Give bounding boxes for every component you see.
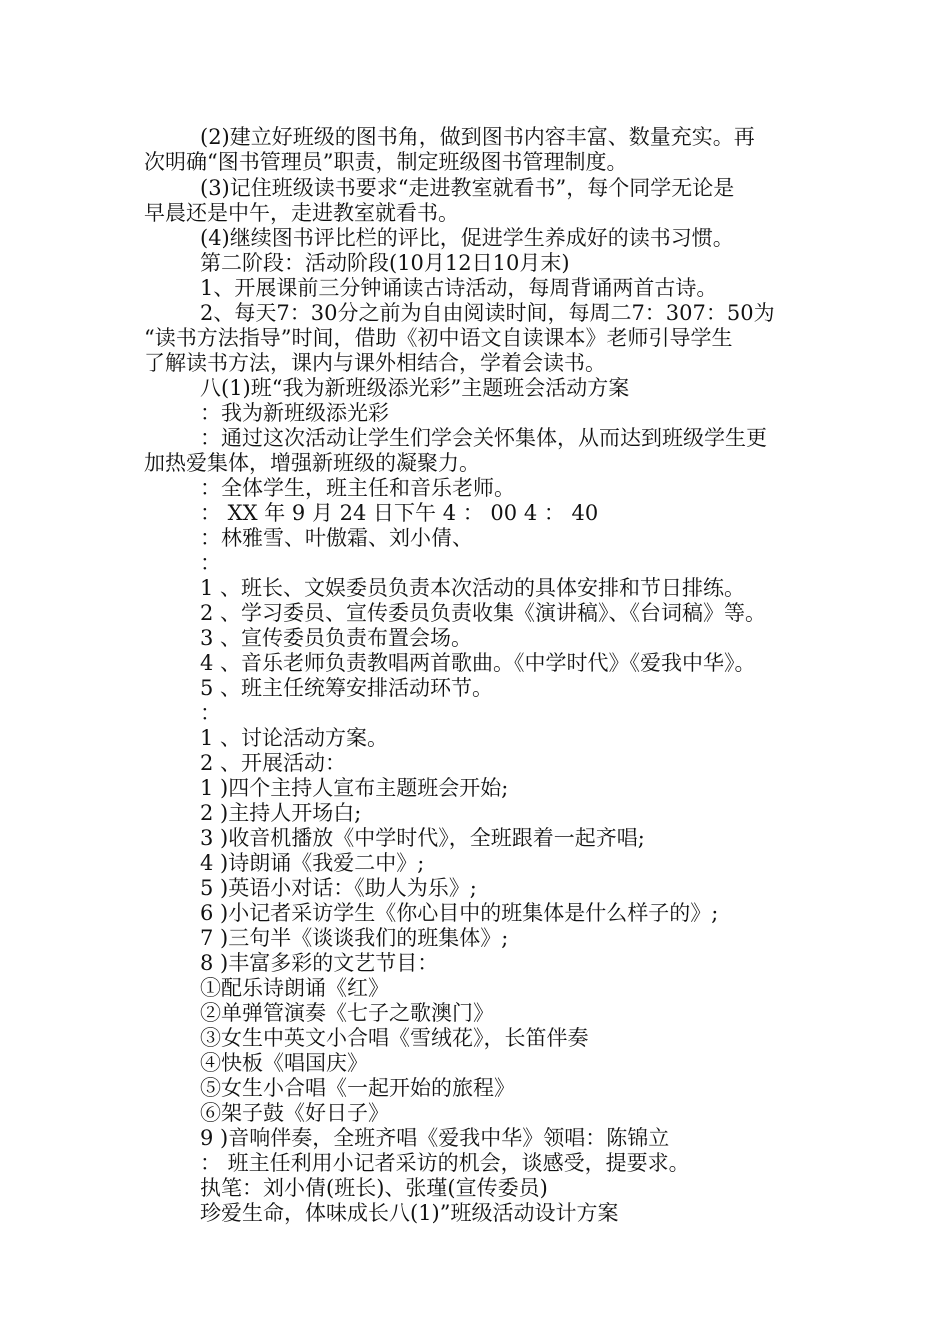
text-line: ④快板《唱国庆》 bbox=[200, 1051, 368, 1075]
text-line: 1、开展课前三分钟诵读古诗活动，每周背诵两首古诗。 bbox=[200, 276, 718, 300]
text-line: 第二阶段：活动阶段(10月12日10月末) bbox=[200, 251, 570, 275]
text-line: ： bbox=[200, 701, 221, 725]
text-line: ：通过这次活动让学生们学会关怀集体，从而达到班级学生更 bbox=[200, 426, 767, 450]
text-line: ①配乐诗朗诵《红》 bbox=[200, 976, 389, 1000]
text-line: 5 )英语小对话：《助人为乐》; bbox=[200, 876, 477, 900]
text-line: 1 、班长、文娱委员负责本次活动的具体安排和节日排练。 bbox=[200, 576, 746, 600]
text-line: ： XX 年 9 月 24 日下午 4 ： 00 4 ： 40 bbox=[200, 501, 599, 525]
text-line: 加热爱集体，增强新班级的凝聚力。 bbox=[144, 451, 480, 475]
text-line: (4)继续图书评比栏的评比，促进学生养成好的读书习惯。 bbox=[200, 226, 734, 250]
text-line: 2 、开展活动： bbox=[200, 751, 347, 775]
text-line: 2、每天7：30分之前为自由阅读时间，每周二7：307：50为 bbox=[200, 301, 775, 325]
text-line: 4 、音乐老师负责教唱两首歌曲。《中学时代》《爱我中华》。 bbox=[200, 651, 756, 675]
text-line: ： bbox=[200, 551, 221, 575]
text-line: ⑥架子鼓《好日子》 bbox=[200, 1101, 389, 1125]
text-line: 早晨还是中午，走进教室就看书。 bbox=[144, 201, 459, 225]
text-line: 9 )音响伴奏，全班齐唱《爱我中华》领唱：陈锦立 bbox=[200, 1126, 670, 1150]
section-title: 珍爱生命，体味成长八(1)”班级活动设计方案 bbox=[200, 1201, 619, 1225]
text-line: 3 、宣传委员负责布置会场。 bbox=[200, 626, 473, 650]
text-line: ⑤女生小合唱《一起开始的旅程》 bbox=[200, 1076, 515, 1100]
text-line: (3)记住班级读书要求“走进教室就看书”，每个同学无论是 bbox=[200, 176, 735, 200]
text-line: 次明确“图书管理员”职责，制定班级图书管理制度。 bbox=[144, 150, 628, 174]
text-line: ： 班主任利用小记者采访的机会，谈感受，提要求。 bbox=[200, 1151, 690, 1175]
text-line: 8 )丰富多彩的文艺节目： bbox=[200, 951, 439, 975]
text-line: 2 、学习委员、宣传委员负责收集《演讲稿》、《台词稿》等。 bbox=[200, 601, 767, 625]
text-line: ③女生中英文小合唱《雪绒花》，长笛伴奏 bbox=[200, 1026, 589, 1050]
text-line: ：林雅雪、叶傲霜、刘小倩、 bbox=[200, 526, 473, 550]
text-line: 2 )主持人开场白; bbox=[200, 801, 362, 825]
text-line: ②单弹管演奏《七子之歌澳门》 bbox=[200, 1001, 494, 1025]
text-line: 4 )诗朗诵《我爱二中》; bbox=[200, 851, 425, 875]
text-line: (2)建立好班级的图书角，做到图书内容丰富、数量充实。再 bbox=[200, 125, 755, 149]
text-line: 1 )四个主持人宣布主题班会开始; bbox=[200, 776, 509, 800]
text-line: ：我为新班级添光彩 bbox=[200, 401, 389, 425]
text-line: 执笔：刘小倩(班长)、张瑾(宣传委员) bbox=[200, 1176, 548, 1200]
text-line: 1 、讨论活动方案。 bbox=[200, 726, 389, 750]
text-line: 6 )小记者采访学生《你心目中的班集体是什么样子的》; bbox=[200, 901, 719, 925]
text-line: 5 、班主任统筹安排活动环节。 bbox=[200, 676, 494, 700]
text-line: 3 )收音机播放《中学时代》，全班跟着一起齐唱; bbox=[200, 826, 645, 850]
text-line: 7 )三句半《谈谈我们的班集体》; bbox=[200, 926, 509, 950]
section-title: 八(1)班“我为新班级添光彩”主题班会活动方案 bbox=[200, 376, 630, 400]
text-line: ：全体学生，班主任和音乐老师。 bbox=[200, 476, 515, 500]
text-line: 了解读书方法，课内与课外相结合，学着会读书。 bbox=[144, 351, 606, 375]
text-line: “读书方法指导”时间，借助《初中语文自读课本》老师引导学生 bbox=[144, 326, 733, 350]
